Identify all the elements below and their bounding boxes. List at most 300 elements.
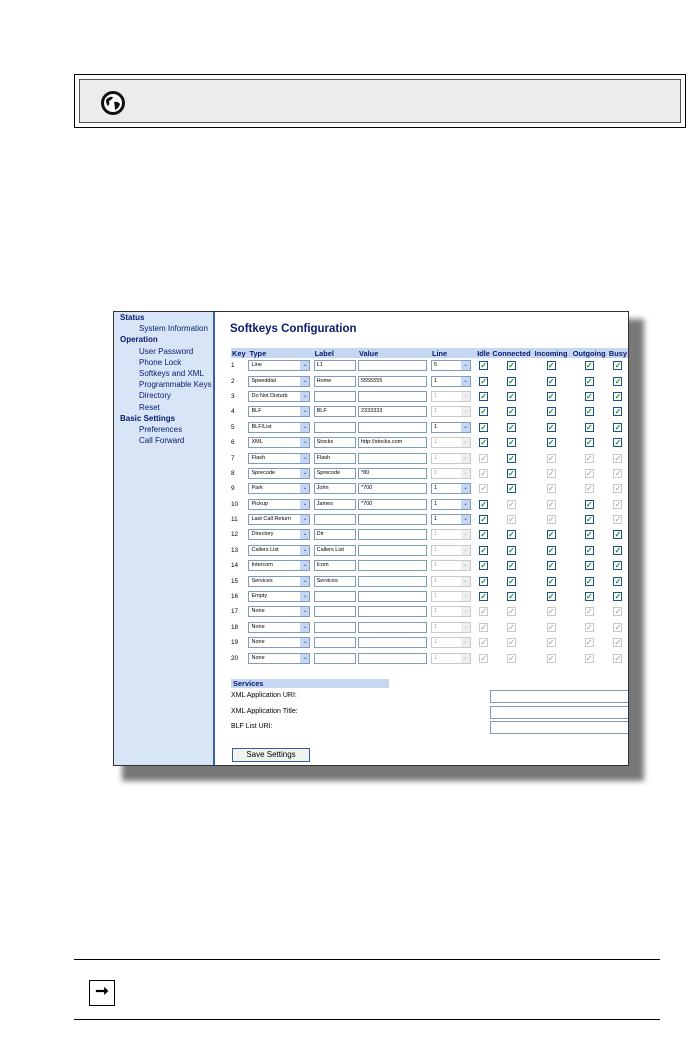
type-select[interactable]: [248, 422, 310, 433]
state-cell: [491, 404, 531, 419]
value-cell: [358, 543, 431, 558]
type-select[interactable]: [248, 591, 310, 602]
column-header: Idle: [477, 348, 490, 358]
label-input[interactable]: Flash: [314, 453, 356, 464]
type-select[interactable]: [248, 637, 310, 648]
value-input[interactable]: [358, 622, 427, 633]
value-input[interactable]: [358, 514, 427, 525]
sidebar-nav: [114, 312, 215, 765]
column-header: Type: [248, 348, 313, 358]
chevron-down-icon: ⌄: [302, 423, 308, 430]
idle-checkbox[interactable]: ✓: [480, 561, 487, 571]
type-value: BLF/List: [251, 423, 272, 430]
chevron-down-icon: ⌄: [302, 485, 308, 492]
incoming-checkbox[interactable]: ✓: [547, 545, 555, 555]
busy-checkbox[interactable]: ✓: [614, 530, 622, 540]
connected-checkbox[interactable]: ✓: [508, 376, 515, 386]
value-cell: [358, 558, 431, 573]
state-cell: [476, 604, 492, 619]
outgoing-checkbox[interactable]: ✓: [585, 438, 593, 448]
label-cell: [314, 635, 358, 650]
sidebar-item[interactable]: Programmable Keys: [139, 380, 212, 390]
outgoing-checkbox[interactable]: ✓: [585, 622, 593, 632]
busy-checkbox[interactable]: ✓: [614, 407, 622, 417]
busy-checkbox[interactable]: ✓: [614, 607, 622, 617]
outgoing-checkbox[interactable]: ✓: [585, 484, 593, 494]
label-cell: [314, 512, 358, 527]
type-select[interactable]: [248, 391, 310, 402]
sidebar-item[interactable]: System Information: [139, 324, 208, 334]
value-input[interactable]: [358, 591, 427, 602]
outgoing-checkbox[interactable]: ✓: [585, 407, 593, 417]
outgoing-checkbox[interactable]: ✓: [585, 376, 593, 386]
label-input[interactable]: [314, 606, 356, 617]
label-cell: [314, 573, 358, 588]
line-cell: [431, 543, 476, 558]
connected-checkbox[interactable]: ✓: [508, 622, 515, 632]
type-select[interactable]: [248, 376, 310, 387]
state-cell: [491, 512, 531, 527]
outgoing-checkbox[interactable]: ✓: [585, 576, 593, 586]
chevron-down-icon: ⌄: [462, 593, 468, 600]
type-value: BLF: [251, 408, 262, 415]
note-top-rule: [74, 959, 660, 960]
type-select[interactable]: [248, 622, 310, 633]
state-cell: [571, 650, 608, 665]
value-cell: [358, 435, 431, 450]
callout-inner: [79, 79, 681, 123]
outgoing-checkbox[interactable]: ✓: [585, 515, 593, 525]
outgoing-checkbox[interactable]: ✓: [585, 391, 593, 401]
connected-checkbox[interactable]: ✓: [508, 653, 515, 663]
note-bottom-rule: [74, 1019, 660, 1020]
value-input[interactable]: *700: [358, 499, 427, 510]
state-cell: [608, 389, 628, 404]
idle-checkbox[interactable]: ✓: [480, 607, 487, 617]
incoming-checkbox[interactable]: ✓: [547, 468, 555, 478]
connected-checkbox[interactable]: ✓: [508, 468, 515, 478]
outgoing-checkbox[interactable]: ✓: [585, 592, 593, 602]
state-cell: [608, 604, 628, 619]
type-select[interactable]: [248, 529, 310, 540]
connected-checkbox[interactable]: ✓: [508, 499, 515, 509]
state-cell: [532, 589, 571, 604]
line-select[interactable]: [431, 653, 471, 664]
idle-checkbox[interactable]: ✓: [480, 407, 487, 417]
sidebar-heading[interactable]: Status: [120, 313, 145, 322]
state-cell: [476, 527, 492, 542]
idle-checkbox[interactable]: ✓: [480, 391, 487, 401]
state-cell: [491, 497, 531, 512]
state-cell: [608, 558, 628, 573]
type-value: Last Call Return: [251, 516, 291, 523]
line-select[interactable]: [431, 637, 471, 648]
busy-checkbox[interactable]: ✓: [614, 422, 622, 432]
key-number: 6: [231, 439, 235, 447]
state-cell: [608, 635, 628, 650]
busy-checkbox[interactable]: ✓: [614, 561, 622, 571]
incoming-checkbox[interactable]: ✓: [547, 376, 555, 386]
state-cell: [571, 481, 608, 496]
save-settings-button[interactable]: Save Settings: [232, 748, 310, 762]
busy-checkbox[interactable]: ✓: [614, 376, 622, 386]
connected-checkbox[interactable]: ✓: [508, 561, 515, 571]
incoming-checkbox[interactable]: ✓: [547, 622, 555, 632]
idle-checkbox[interactable]: ✓: [480, 376, 487, 386]
label-input[interactable]: [314, 637, 356, 648]
idle-checkbox[interactable]: ✓: [480, 576, 487, 586]
type-select[interactable]: [248, 360, 310, 371]
incoming-checkbox[interactable]: ✓: [547, 576, 555, 586]
value-input[interactable]: [358, 653, 427, 664]
table-row: [231, 589, 628, 604]
idle-checkbox[interactable]: ✓: [480, 515, 487, 525]
value-input[interactable]: [358, 545, 427, 556]
label-cell: [314, 435, 358, 450]
busy-checkbox[interactable]: ✓: [614, 515, 622, 525]
idle-checkbox[interactable]: ✓: [480, 653, 487, 663]
incoming-checkbox[interactable]: ✓: [547, 453, 555, 463]
line-select[interactable]: [431, 437, 471, 448]
softkeys-screenshot: [113, 311, 629, 766]
value-input[interactable]: [358, 422, 427, 433]
value-input[interactable]: http://stocks.com: [358, 437, 427, 448]
connected-checkbox[interactable]: ✓: [508, 607, 515, 617]
sidebar-item[interactable]: Softkeys and XML: [139, 368, 204, 378]
type-select[interactable]: [248, 653, 310, 664]
incoming-checkbox[interactable]: ✓: [547, 515, 555, 525]
line-select[interactable]: [431, 606, 471, 617]
line-cell: [431, 373, 476, 388]
web-ui-callout-box: [74, 74, 686, 128]
incoming-checkbox[interactable]: ✓: [547, 561, 555, 571]
label-input[interactable]: [314, 653, 356, 664]
value-input[interactable]: [358, 529, 427, 540]
busy-checkbox[interactable]: ✓: [614, 499, 622, 509]
state-cell: [532, 527, 571, 542]
outgoing-checkbox[interactable]: ✓: [585, 422, 593, 432]
state-cell: [476, 404, 492, 419]
idle-checkbox[interactable]: ✓: [480, 438, 487, 448]
type-select[interactable]: [248, 468, 310, 479]
line-cell: [431, 420, 476, 435]
line-select[interactable]: [431, 422, 471, 433]
value-input[interactable]: *80: [358, 468, 427, 479]
busy-checkbox[interactable]: ✓: [614, 545, 622, 555]
type-select[interactable]: [248, 514, 310, 525]
connected-checkbox[interactable]: ✓: [508, 361, 515, 371]
connected-checkbox[interactable]: ✓: [508, 422, 515, 432]
type-value: Flash: [251, 454, 265, 461]
type-value: Services: [251, 577, 273, 584]
label-input[interactable]: Dir: [314, 529, 356, 540]
busy-checkbox[interactable]: ✓: [614, 622, 622, 632]
sidebar-item[interactable]: Directory: [139, 391, 172, 401]
label-input[interactable]: [314, 514, 356, 525]
label-input[interactable]: Icom: [314, 560, 356, 571]
type-cell: [248, 358, 313, 373]
outgoing-checkbox[interactable]: ✓: [585, 653, 593, 663]
type-select[interactable]: [248, 576, 310, 587]
idle-checkbox[interactable]: ✓: [480, 422, 487, 432]
incoming-checkbox[interactable]: ✓: [547, 407, 555, 417]
line-select[interactable]: [431, 622, 471, 633]
connected-checkbox[interactable]: ✓: [508, 407, 515, 417]
state-cell: [476, 620, 492, 635]
type-select[interactable]: [248, 483, 310, 494]
state-cell: [491, 435, 531, 450]
connected-checkbox[interactable]: ✓: [508, 515, 515, 525]
key-number: 3: [231, 392, 235, 400]
type-select[interactable]: [248, 453, 310, 464]
label-input[interactable]: [314, 622, 356, 633]
outgoing-checkbox[interactable]: ✓: [585, 638, 593, 648]
type-value: Pickup: [251, 500, 268, 507]
busy-checkbox[interactable]: ✓: [614, 438, 622, 448]
line-cell: [431, 435, 476, 450]
type-select[interactable]: [248, 499, 310, 510]
state-cell: [476, 635, 492, 650]
state-cell: [571, 373, 608, 388]
incoming-checkbox[interactable]: ✓: [547, 484, 555, 494]
line-select[interactable]: [431, 406, 471, 417]
value-cell: [358, 635, 431, 650]
state-cell: [571, 543, 608, 558]
key-number: 1: [231, 362, 235, 370]
line-select[interactable]: [431, 529, 471, 540]
chevron-down-icon: ⌄: [462, 639, 468, 646]
key-number: 19: [231, 639, 239, 647]
value-input[interactable]: [358, 360, 427, 371]
incoming-checkbox[interactable]: ✓: [547, 438, 555, 448]
idle-checkbox[interactable]: ✓: [480, 592, 487, 602]
value-cell: [358, 466, 431, 481]
busy-checkbox[interactable]: ✓: [614, 361, 622, 371]
line-select[interactable]: [431, 560, 471, 571]
value-input[interactable]: [358, 637, 427, 648]
label-input[interactable]: BLF: [314, 406, 356, 417]
value-input[interactable]: [358, 560, 427, 571]
line-select[interactable]: [431, 391, 471, 402]
connected-checkbox[interactable]: ✓: [508, 530, 515, 540]
idle-checkbox[interactable]: ✓: [480, 622, 487, 632]
type-value: Park: [251, 485, 263, 492]
type-cell: [248, 620, 313, 635]
chevron-down-icon: ⌄: [302, 362, 308, 369]
state-cell: [608, 420, 628, 435]
sidebar-item[interactable]: Call Forward: [139, 436, 185, 446]
value-input[interactable]: [358, 453, 427, 464]
chevron-down-icon: ⌄: [462, 623, 468, 630]
connected-checkbox[interactable]: ✓: [508, 638, 515, 648]
line-value: 5: [433, 362, 438, 369]
outgoing-checkbox[interactable]: ✓: [585, 453, 593, 463]
type-cell: [248, 497, 313, 512]
idle-checkbox[interactable]: ✓: [480, 484, 487, 494]
line-value: 1: [433, 439, 438, 446]
chevron-down-icon: ⌄: [302, 593, 308, 600]
line-select[interactable]: [431, 591, 471, 602]
incoming-checkbox[interactable]: ✓: [547, 638, 555, 648]
chevron-down-icon: ⌄: [462, 608, 468, 615]
line-select[interactable]: [431, 514, 471, 525]
line-cell: [431, 404, 476, 419]
line-value: 1: [433, 577, 438, 584]
blf-list-uri-label: BLF List URI:: [231, 723, 273, 730]
value-cell: [358, 512, 431, 527]
busy-checkbox[interactable]: ✓: [614, 592, 622, 602]
label-cell: [314, 389, 358, 404]
incoming-checkbox[interactable]: ✓: [547, 499, 555, 509]
label-input[interactable]: [314, 422, 356, 433]
column-header: Line: [431, 348, 476, 358]
idle-checkbox[interactable]: ✓: [480, 361, 487, 371]
line-cell: [431, 358, 476, 373]
value-input[interactable]: *700: [358, 483, 427, 494]
connected-checkbox[interactable]: ✓: [508, 438, 515, 448]
line-select[interactable]: [431, 360, 471, 371]
line-value: 1: [433, 469, 438, 476]
arrow-right-icon: ➞: [89, 980, 115, 1006]
value-input[interactable]: [358, 576, 427, 587]
outgoing-checkbox[interactable]: ✓: [585, 561, 593, 571]
label-input[interactable]: Services: [314, 576, 356, 587]
label-input[interactable]: L1: [314, 360, 356, 371]
line-cell: [431, 481, 476, 496]
sidebar-item[interactable]: Reset: [139, 402, 160, 412]
incoming-checkbox[interactable]: ✓: [547, 422, 555, 432]
label-input[interactable]: John: [314, 483, 356, 494]
type-select[interactable]: [248, 560, 310, 571]
outgoing-checkbox[interactable]: ✓: [585, 468, 593, 478]
state-cell: [608, 650, 628, 665]
connected-checkbox[interactable]: ✓: [508, 391, 515, 401]
chevron-down-icon: ⌄: [462, 392, 468, 399]
idle-checkbox[interactable]: ✓: [480, 638, 487, 648]
sidebar-item[interactable]: Preferences: [139, 424, 183, 434]
table-row: [231, 420, 628, 435]
state-cell: [476, 512, 492, 527]
state-cell: [571, 620, 608, 635]
busy-checkbox[interactable]: ✓: [614, 576, 622, 586]
key-number: 18: [231, 623, 239, 631]
state-cell: [571, 497, 608, 512]
chevron-down-icon: ⌄: [462, 577, 468, 584]
state-cell: [491, 558, 531, 573]
line-value: 1: [433, 423, 438, 430]
chevron-down-icon: ⌄: [302, 546, 308, 553]
outgoing-checkbox[interactable]: ✓: [585, 361, 593, 371]
line-select[interactable]: [431, 453, 471, 464]
line-select[interactable]: [431, 376, 471, 387]
incoming-checkbox[interactable]: ✓: [547, 592, 555, 602]
sidebar-heading[interactable]: Operation: [120, 335, 158, 345]
connected-checkbox[interactable]: ✓: [508, 484, 515, 494]
label-cell: [314, 650, 358, 665]
label-input[interactable]: James: [314, 499, 356, 510]
type-select[interactable]: [248, 545, 310, 556]
idle-checkbox[interactable]: ✓: [480, 530, 487, 540]
incoming-checkbox[interactable]: ✓: [547, 653, 555, 663]
state-cell: [491, 604, 531, 619]
label-input[interactable]: [314, 591, 356, 602]
busy-checkbox[interactable]: ✓: [614, 453, 622, 463]
incoming-checkbox[interactable]: ✓: [547, 607, 555, 617]
connected-checkbox[interactable]: ✓: [508, 576, 515, 586]
idle-checkbox[interactable]: ✓: [480, 499, 487, 509]
outgoing-checkbox[interactable]: ✓: [585, 545, 593, 555]
idle-checkbox[interactable]: ✓: [480, 453, 487, 463]
outgoing-checkbox[interactable]: ✓: [585, 607, 593, 617]
line-select[interactable]: [431, 483, 471, 494]
chevron-down-icon: ⌄: [302, 392, 308, 399]
type-cell: [248, 650, 313, 665]
sidebar-item[interactable]: Phone Lock: [139, 357, 182, 367]
key-number: 8: [231, 469, 235, 477]
label-cell: [314, 527, 358, 542]
incoming-checkbox[interactable]: ✓: [547, 391, 555, 401]
value-input[interactable]: [358, 606, 427, 617]
chevron-down-icon: ⌄: [462, 377, 468, 384]
xml-app-title-input[interactable]: [490, 706, 629, 719]
type-select[interactable]: [248, 406, 310, 417]
label-input[interactable]: Callers List: [314, 545, 356, 556]
connected-checkbox[interactable]: ✓: [508, 592, 515, 602]
label-input[interactable]: Stocks: [314, 437, 356, 448]
busy-checkbox[interactable]: ✓: [614, 653, 622, 663]
label-input[interactable]: [314, 391, 356, 402]
connected-checkbox[interactable]: ✓: [508, 453, 515, 463]
blf-list-uri-input[interactable]: [490, 721, 629, 734]
state-cell: [571, 527, 608, 542]
state-cell: [571, 558, 608, 573]
busy-checkbox[interactable]: ✓: [614, 468, 622, 478]
incoming-checkbox[interactable]: ✓: [547, 361, 555, 371]
type-cell: [248, 589, 313, 604]
chevron-down-icon: ⌄: [302, 439, 308, 446]
value-input[interactable]: [358, 391, 427, 402]
value-cell: [358, 620, 431, 635]
type-select[interactable]: [248, 606, 310, 617]
outgoing-checkbox[interactable]: ✓: [585, 499, 593, 509]
value-input[interactable]: 5555555: [358, 376, 427, 387]
idle-checkbox[interactable]: ✓: [480, 468, 487, 478]
line-select[interactable]: [431, 468, 471, 479]
connected-checkbox[interactable]: ✓: [508, 545, 515, 555]
state-cell: [491, 481, 531, 496]
type-select[interactable]: [248, 437, 310, 448]
line-select[interactable]: [431, 576, 471, 587]
value-input[interactable]: 2333333: [358, 406, 427, 417]
line-select[interactable]: [431, 499, 471, 510]
type-value: Empty: [251, 593, 268, 600]
line-value: 1: [433, 623, 438, 630]
busy-checkbox[interactable]: ✓: [614, 638, 622, 648]
label-input[interactable]: Sprecode: [314, 468, 356, 479]
line-select[interactable]: [431, 545, 471, 556]
sidebar-heading[interactable]: Basic Settings: [120, 413, 176, 423]
idle-checkbox[interactable]: ✓: [480, 545, 487, 555]
sidebar-item[interactable]: User Password: [139, 346, 194, 356]
incoming-checkbox[interactable]: ✓: [547, 530, 555, 540]
xml-app-uri-input[interactable]: [490, 690, 629, 703]
busy-checkbox[interactable]: ✓: [614, 391, 622, 401]
label-input[interactable]: Home: [314, 376, 356, 387]
state-cell: [608, 481, 628, 496]
softkeys-table: [231, 348, 628, 666]
outgoing-checkbox[interactable]: ✓: [585, 530, 593, 540]
busy-checkbox[interactable]: ✓: [614, 484, 622, 494]
